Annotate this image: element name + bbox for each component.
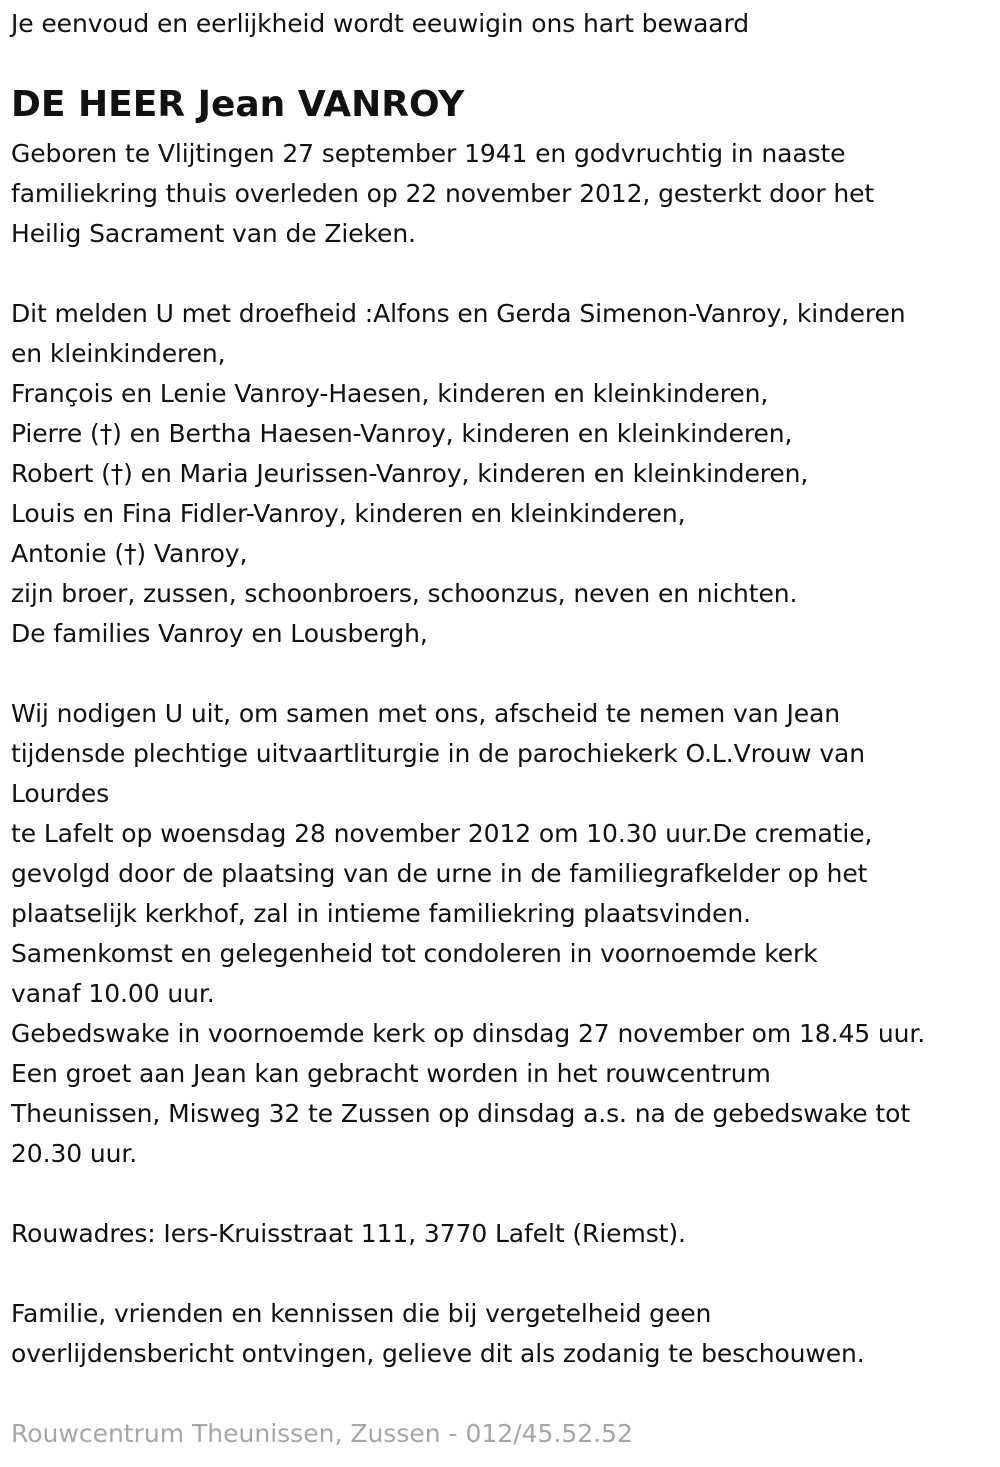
invitation-line: vanaf 10.00 uur. bbox=[11, 979, 215, 1008]
family-line: Pierre (†) en Bertha Haesen-Vanroy, kinderen en kleinkinderen, bbox=[11, 419, 793, 448]
invitation-line: Een groet aan Jean kan gebracht worden in het rouwcentrum bbox=[11, 1059, 771, 1088]
family-line: Antonie (†) Vanroy, bbox=[11, 539, 248, 568]
notice-line: overlijdensbericht ontvingen, gelieve dit als zodanig te beschouwen. bbox=[11, 1339, 865, 1368]
motto-line: Je eenvoud en eerlijkheid wordt eeuwigin ons hart bewaard bbox=[11, 9, 750, 38]
invitation-line: Gebedswake in voornoemde kerk op dinsdag 27 november om 18.45 uur. bbox=[11, 1019, 926, 1048]
birth-paragraph bbox=[11, 134, 874, 254]
invitation-line: Theunissen, Misweg 32 te Zussen op dinsdag a.s. na de gebedswake tot bbox=[11, 1099, 911, 1128]
notice-paragraph bbox=[11, 1294, 865, 1374]
invitation-line: tijdensde plechtige uitvaartliturgie in de parochiekerk O.L.Vrouw van bbox=[11, 739, 866, 768]
invitation-line: gevolgd door de plaatsing van de urne in de familiegrafkelder op het bbox=[11, 859, 868, 888]
funeral-home-footer: Rouwcentrum Theunissen, Zussen - 012/45.52.52 bbox=[11, 1419, 633, 1448]
birth-line: Geboren te Vlijtingen 27 september 1941 en godvruchtig in naaste bbox=[11, 139, 846, 168]
birth-line: Heilig Sacrament van de Zieken. bbox=[11, 219, 416, 248]
invitation-line: Lourdes bbox=[11, 779, 110, 808]
family-line: Robert (†) en Maria Jeurissen-Vanroy, kinderen en kleinkinderen, bbox=[11, 459, 809, 488]
family-line: zijn broer, zussen, schoonbroers, schoonzus, neven en nichten. bbox=[11, 579, 798, 608]
family-line: François en Lenie Vanroy-Haesen, kinderen en kleinkinderen, bbox=[11, 379, 769, 408]
invitation-line: plaatselijk kerkhof, zal in intieme familiekring plaatsvinden. bbox=[11, 899, 751, 928]
family-paragraph bbox=[11, 294, 906, 654]
address-paragraph bbox=[11, 1214, 686, 1254]
invitation-line: Samenkomst en gelegenheid tot condoleren in voornoemde kerk bbox=[11, 939, 818, 968]
deceased-name: DE HEER Jean VANROY bbox=[11, 84, 465, 125]
family-line: en kleinkinderen, bbox=[11, 339, 226, 368]
invitation-line: Wij nodigen U uit, om samen met ons, afscheid te nemen van Jean bbox=[11, 699, 841, 728]
family-line: Dit melden U met droefheid :Alfons en Gerda Simenon-Vanroy, kinderen bbox=[11, 299, 906, 328]
family-line: Louis en Fina Fidler-Vanroy, kinderen en kleinkinderen, bbox=[11, 499, 686, 528]
invitation-line: 20.30 uur. bbox=[11, 1139, 138, 1168]
invitation-paragraph bbox=[11, 694, 925, 1174]
birth-line: familiekring thuis overleden op 22 november 2012, gesterkt door het bbox=[11, 179, 875, 208]
notice-line: Familie, vrienden en kennissen die bij vergetelheid geen bbox=[11, 1299, 712, 1328]
family-line: De families Vanroy en Lousbergh, bbox=[11, 619, 428, 648]
invitation-line: te Lafelt op woensdag 28 november 2012 om 10.30 uur.De crematie, bbox=[11, 819, 873, 848]
address-line: Rouwadres: Iers-Kruisstraat 111, 3770 Lafelt (Riemst). bbox=[11, 1219, 686, 1248]
